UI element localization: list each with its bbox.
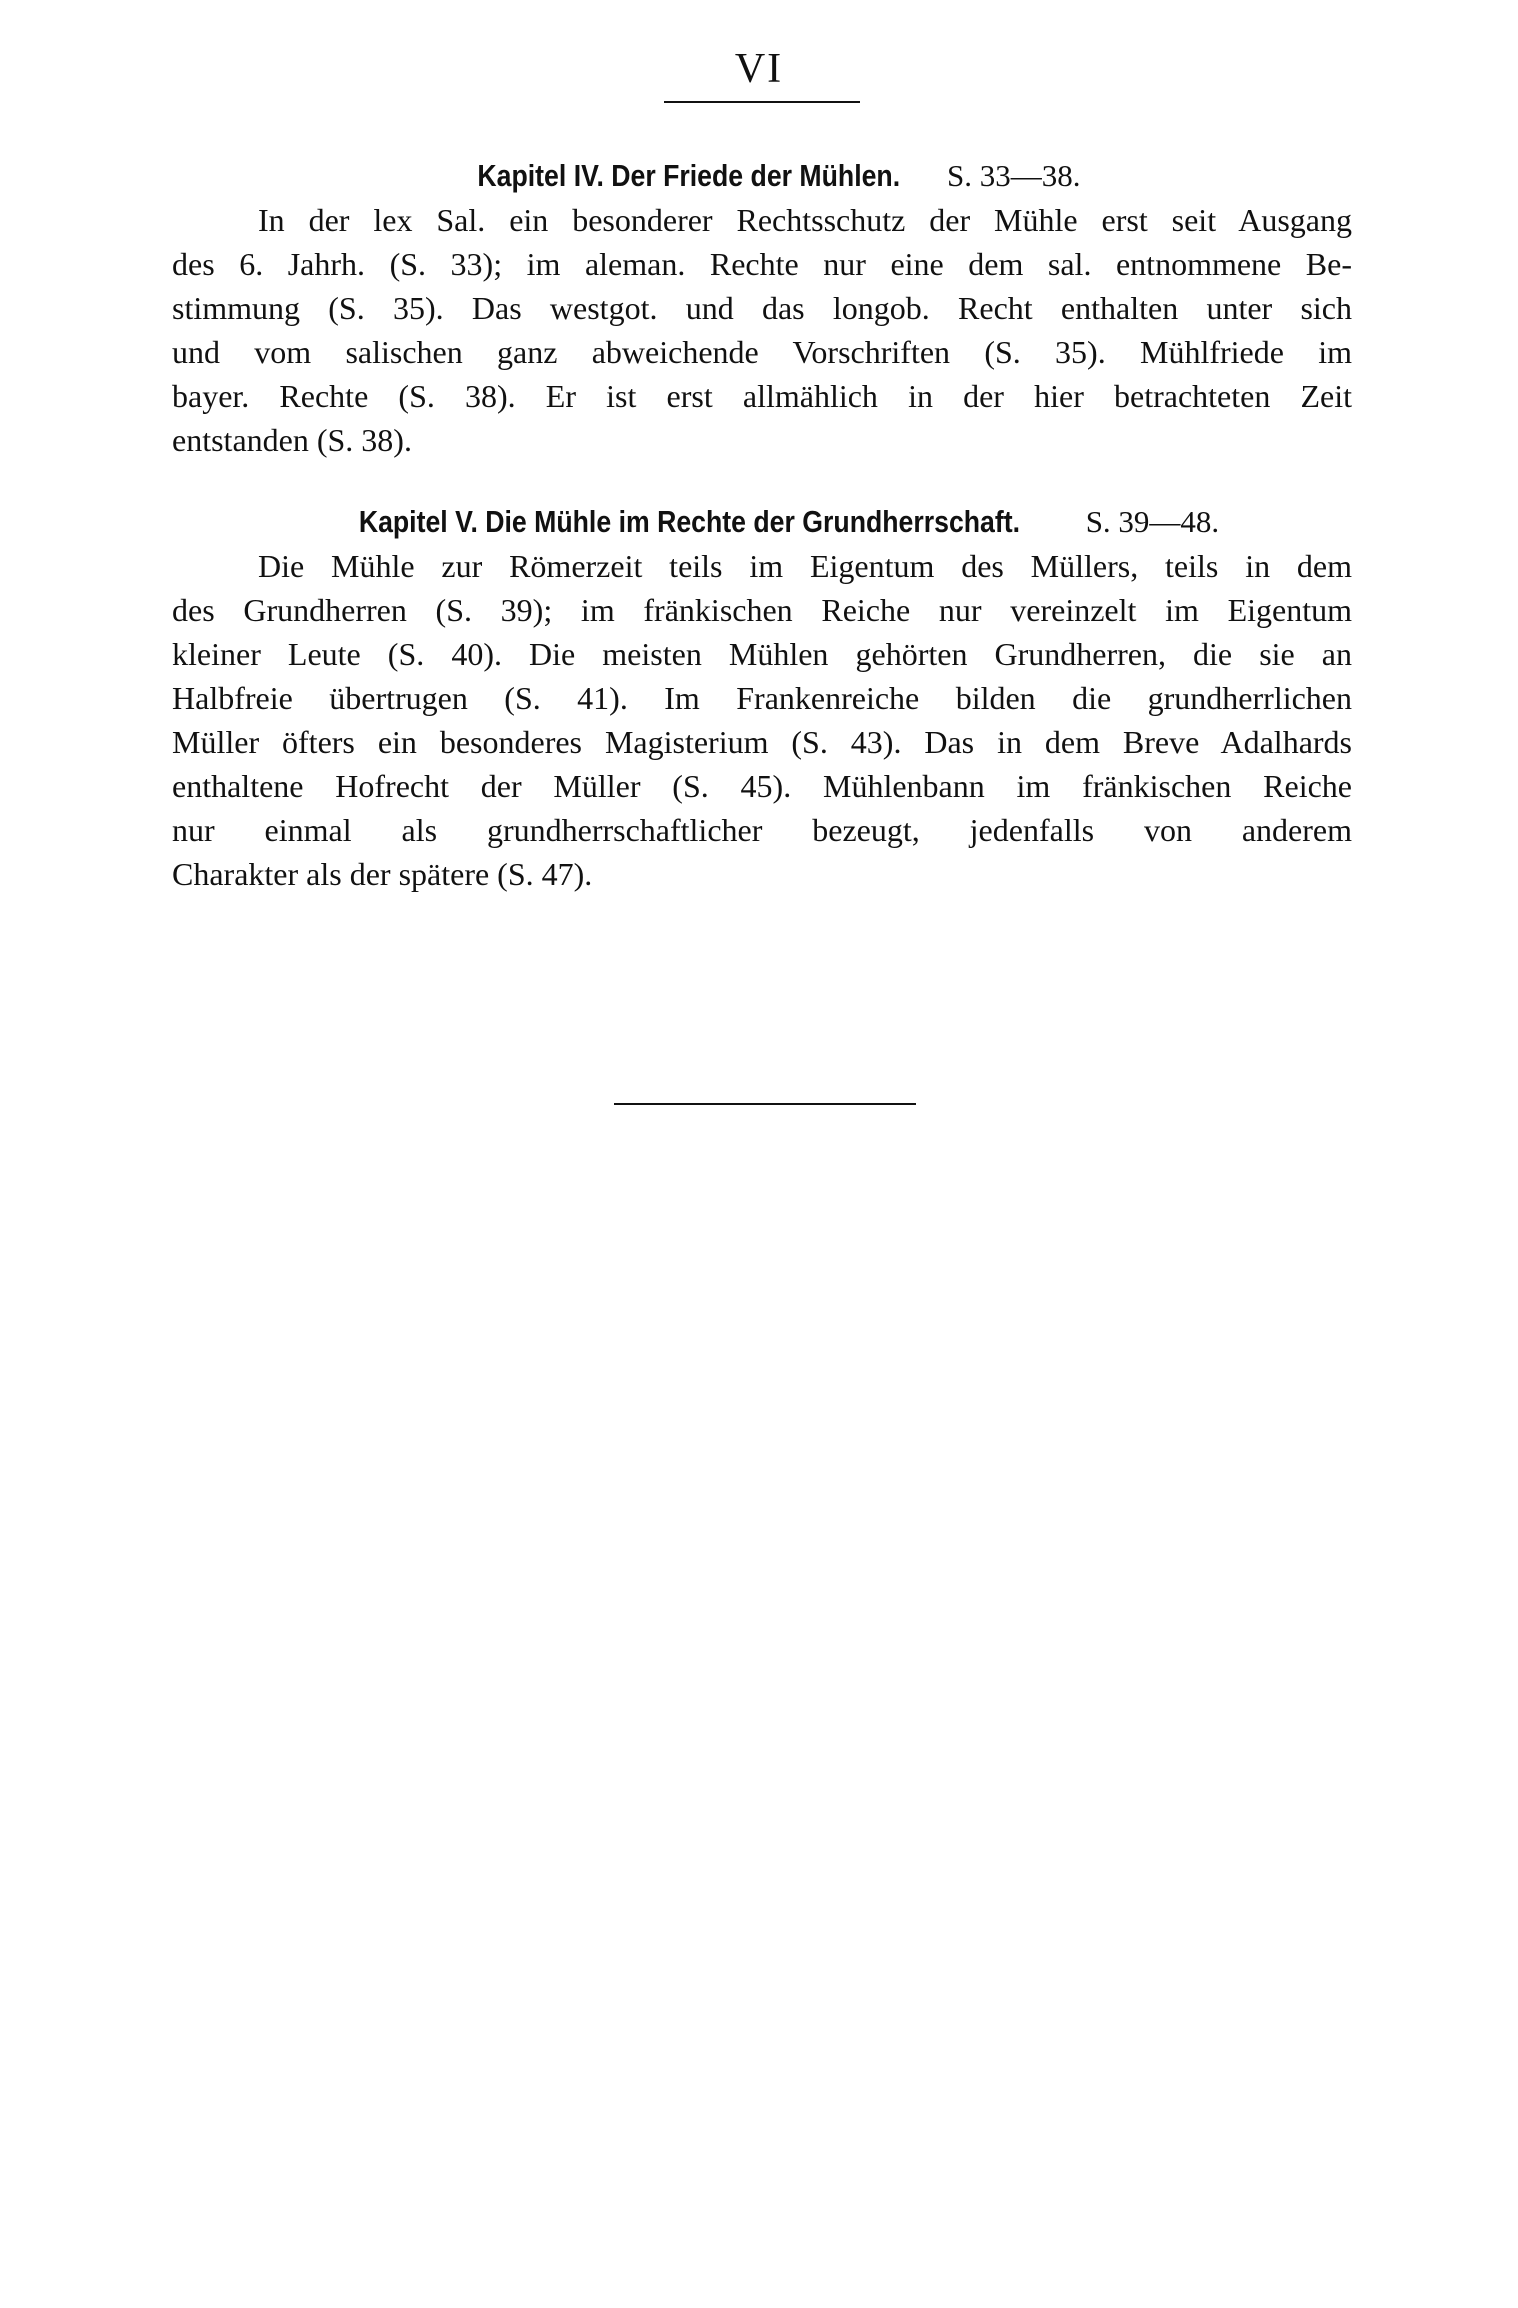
end-rule xyxy=(614,1103,916,1105)
chapter-title: Kapitel IV. Der Friede der Mühlen. xyxy=(477,158,901,193)
chapter-heading xyxy=(172,154,1352,198)
summary-line: und vom salischen ganz abweichende Vorschriften (S. 35). Mühlfriede im xyxy=(172,334,1352,370)
summary-line: entstanden (S. 38). xyxy=(172,422,412,458)
summary-line: des 6. Jahrh. (S. 33); im aleman. Rechte nur eine dem sal. entnommene Be- xyxy=(172,246,1352,282)
header-rule xyxy=(664,101,860,103)
summary-line: stimmung (S. 35). Das westgot. und das longob. Recht enthalten unter sich xyxy=(172,290,1352,326)
summary-line: nur einmal als grundherrschaftlicher bezeugt, jedenfalls von anderem xyxy=(172,812,1352,848)
page-number: VI xyxy=(734,46,784,92)
summary-line: bayer. Rechte (S. 38). Er ist erst allmählich in der hier betrachteten Zeit xyxy=(172,378,1352,414)
chapter-title: Kapitel V. Die Mühle im Rechte der Grundherrschaft. xyxy=(358,504,1020,539)
chapter-heading xyxy=(172,500,1352,544)
summary-line: des Grundherren (S. 39); im fränkischen Reiche nur vereinzelt im Eigentum xyxy=(172,592,1352,628)
summary-line: In der lex Sal. ein besonderer Rechtsschutz der Mühle erst seit Ausgang xyxy=(258,202,1352,238)
summary-line: kleiner Leute (S. 40). Die meisten Mühlen gehörten Grundherren, die sie an xyxy=(172,636,1352,672)
chapter-summary xyxy=(172,544,1352,896)
chapter-summary xyxy=(172,198,1352,462)
chapter-page-range: S. 33—38. xyxy=(947,158,1081,193)
chapter-page-range: S. 39—48. xyxy=(1085,504,1220,539)
chapter-v-section xyxy=(172,500,1352,896)
summary-line: Halbfreie übertrugen (S. 41). Im Frankenreiche bilden die grundherrlichen xyxy=(172,680,1352,716)
summary-line: enthaltene Hofrecht der Müller (S. 45). Mühlenbann im fränkischen Reiche xyxy=(172,768,1352,804)
summary-line: Müller öfters ein besonderes Magisterium (S. 43). Das in dem Breve Adalhards xyxy=(172,724,1352,760)
summary-line: Charakter als der spätere (S. 47). xyxy=(172,856,593,892)
chapter-iv-section xyxy=(172,154,1352,462)
summary-line: Die Mühle zur Römerzeit teils im Eigentum des Müllers, teils in dem xyxy=(258,548,1352,584)
